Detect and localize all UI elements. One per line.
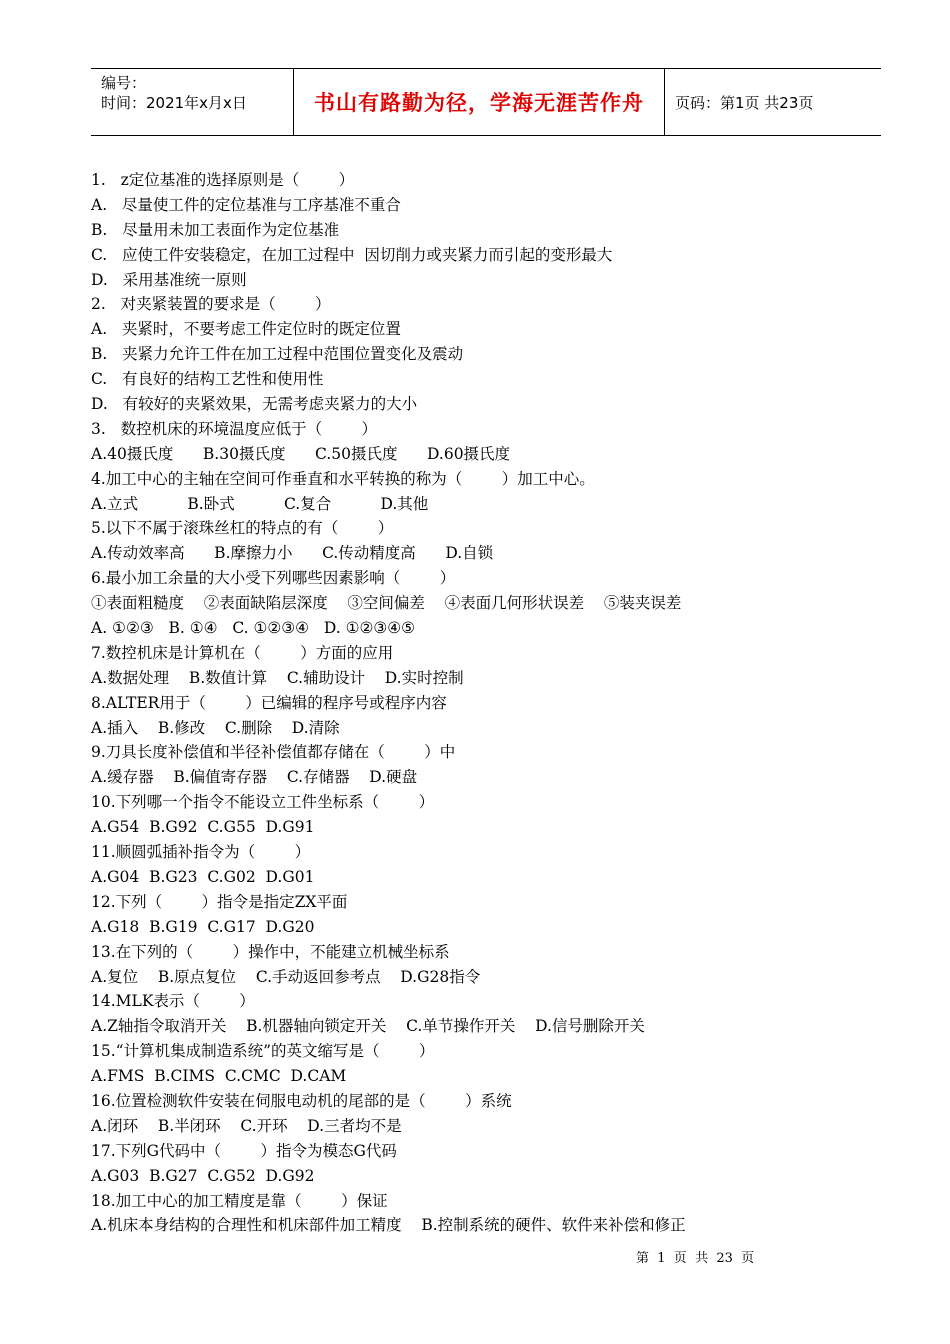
text-line: D. 采用基准统一原则	[91, 270, 247, 289]
text-line: 4.加工中心的主轴在空间可作垂直和水平转换的称为（ ）加工中心。	[91, 469, 595, 488]
text-line: 1. z定位基准的选择原则是（ ）	[91, 171, 355, 189]
text-line: A.复位 B.原点复位 C.手动返回参考点 D.G28指令	[91, 967, 481, 986]
text-line: 5.以下不属于滚珠丝杠的特点的有（ ）	[91, 519, 394, 538]
text-line: A.闭环 B.半闭环 C.开环 D.三者均不是	[91, 1116, 402, 1135]
text-line: A.FMS B.CIMS C.CMC D.CAM	[91, 1067, 347, 1086]
text-line: ①表面粗糙度 ②表面缺陷层深度 ③空间偏差 ④表面几何形状误差 ⑤装夹误差	[91, 594, 682, 613]
text-line: 9.刀具长度补偿值和半径补偿值都存储在（ ）中	[91, 743, 456, 762]
text-line: A.机床本身结构的合理性和机床部件加工精度 B.控制系统的硬件、软件来补偿和修正	[91, 1216, 686, 1235]
page-footer: 第 1 页 共 23 页	[636, 1251, 755, 1266]
text-line: A.立式 B.卧式 C.复合 D.其他	[91, 494, 429, 513]
text-line: 11.顺圆弧插补指令为（ ）	[91, 843, 311, 862]
text-line: A.G03 B.G27 C.G52 D.G92	[91, 1166, 315, 1185]
text-line: 14.MLK表示（ ）	[91, 992, 255, 1011]
time-label: 时间：2021年x月x日	[101, 94, 247, 112]
text-line: 18.加工中心的加工精度是靠（ ）保证	[91, 1191, 388, 1210]
text-line: 17.下列G代码中（ ）指令为模态G代码	[91, 1141, 397, 1160]
text-line: A.40摄氏度 B.30摄氏度 C.50摄氏度 D.60摄氏度	[91, 444, 511, 463]
text-line: C. 应使工件安装稳定，在加工过程中 因切削力或夹紧力而引起的变形最大	[91, 245, 613, 264]
text-line: A.G18 B.G19 C.G17 D.G20	[91, 917, 315, 936]
text-line: A. 尽量使工件的定位基准与工序基准不重合	[91, 195, 401, 214]
text-line: A.G04 B.G23 C.G02 D.G01	[91, 867, 315, 886]
header-page-info: 页码：第1页 共23页	[675, 93, 814, 112]
code-label: 编号：	[101, 74, 147, 92]
page-header	[91, 68, 881, 136]
text-line: A.Z轴指令取消开关 B.机器轴向锁定开关 C.单节操作开关 D.信号删除开关	[91, 1017, 645, 1036]
text-line: B. 夹紧力允许工件在加工过程中范围位置变化及震动	[91, 345, 464, 364]
text-line: 10.下列哪一个指令不能设立工件坐标系（ ）	[91, 793, 435, 812]
text-line: A.G54 B.G92 C.G55 D.G91	[91, 818, 315, 837]
text-line: 2. 对夹紧装置的要求是（ ）	[91, 295, 331, 314]
header-meta	[91, 69, 293, 135]
text-line: C. 有良好的结构工艺性和使用性	[91, 370, 324, 389]
text-line: 13.在下列的（ ）操作中，不能建立机械坐标系	[91, 942, 450, 961]
text-line: 16.位置检测软件安装在伺服电动机的尾部的是（ ）系统	[91, 1091, 512, 1110]
question-list	[91, 168, 891, 1238]
text-line: A.插入 B.修改 C.删除 D.清除	[91, 718, 340, 737]
text-line: D. 有较好的夹紧效果，无需考虑夹紧力的大小	[91, 395, 418, 414]
text-line: A.缓存器 B.偏值寄存器 C.存储器 D.硬盘	[91, 768, 418, 787]
header-motto: 书山有路勤为径，学海无涯苦作舟	[293, 69, 665, 135]
text-line: 12.下列（ ）指令是指定ZX平面	[91, 892, 348, 911]
text-line: A. 夹紧时，不要考虑工件定位时的既定位置	[91, 320, 401, 339]
text-line: 6.最小加工余量的大小受下列哪些因素影响（ ）	[91, 569, 456, 588]
text-line: A. ①②③ B. ①④ C. ①②③④ D. ①②③④⑤	[91, 619, 416, 638]
text-line: 8.ALTER用于（ ）已编辑的程序号或程序内容	[91, 693, 447, 712]
text-line: B. 尽量用未加工表面作为定位基准	[91, 220, 340, 239]
text-line: 3. 数控机床的环境温度应低于（ ）	[91, 419, 377, 438]
text-line: A.数据处理 B.数值计算 C.辅助设计 D.实时控制	[91, 668, 464, 687]
text-line: A.传动效率高 B.摩擦力小 C.传动精度高 D.自锁	[91, 544, 494, 563]
text-line: 7.数控机床是计算机在（ ）方面的应用	[91, 643, 394, 662]
text-line: 15.“计算机集成制造系统”的英文缩写是（ ）	[91, 1042, 435, 1061]
